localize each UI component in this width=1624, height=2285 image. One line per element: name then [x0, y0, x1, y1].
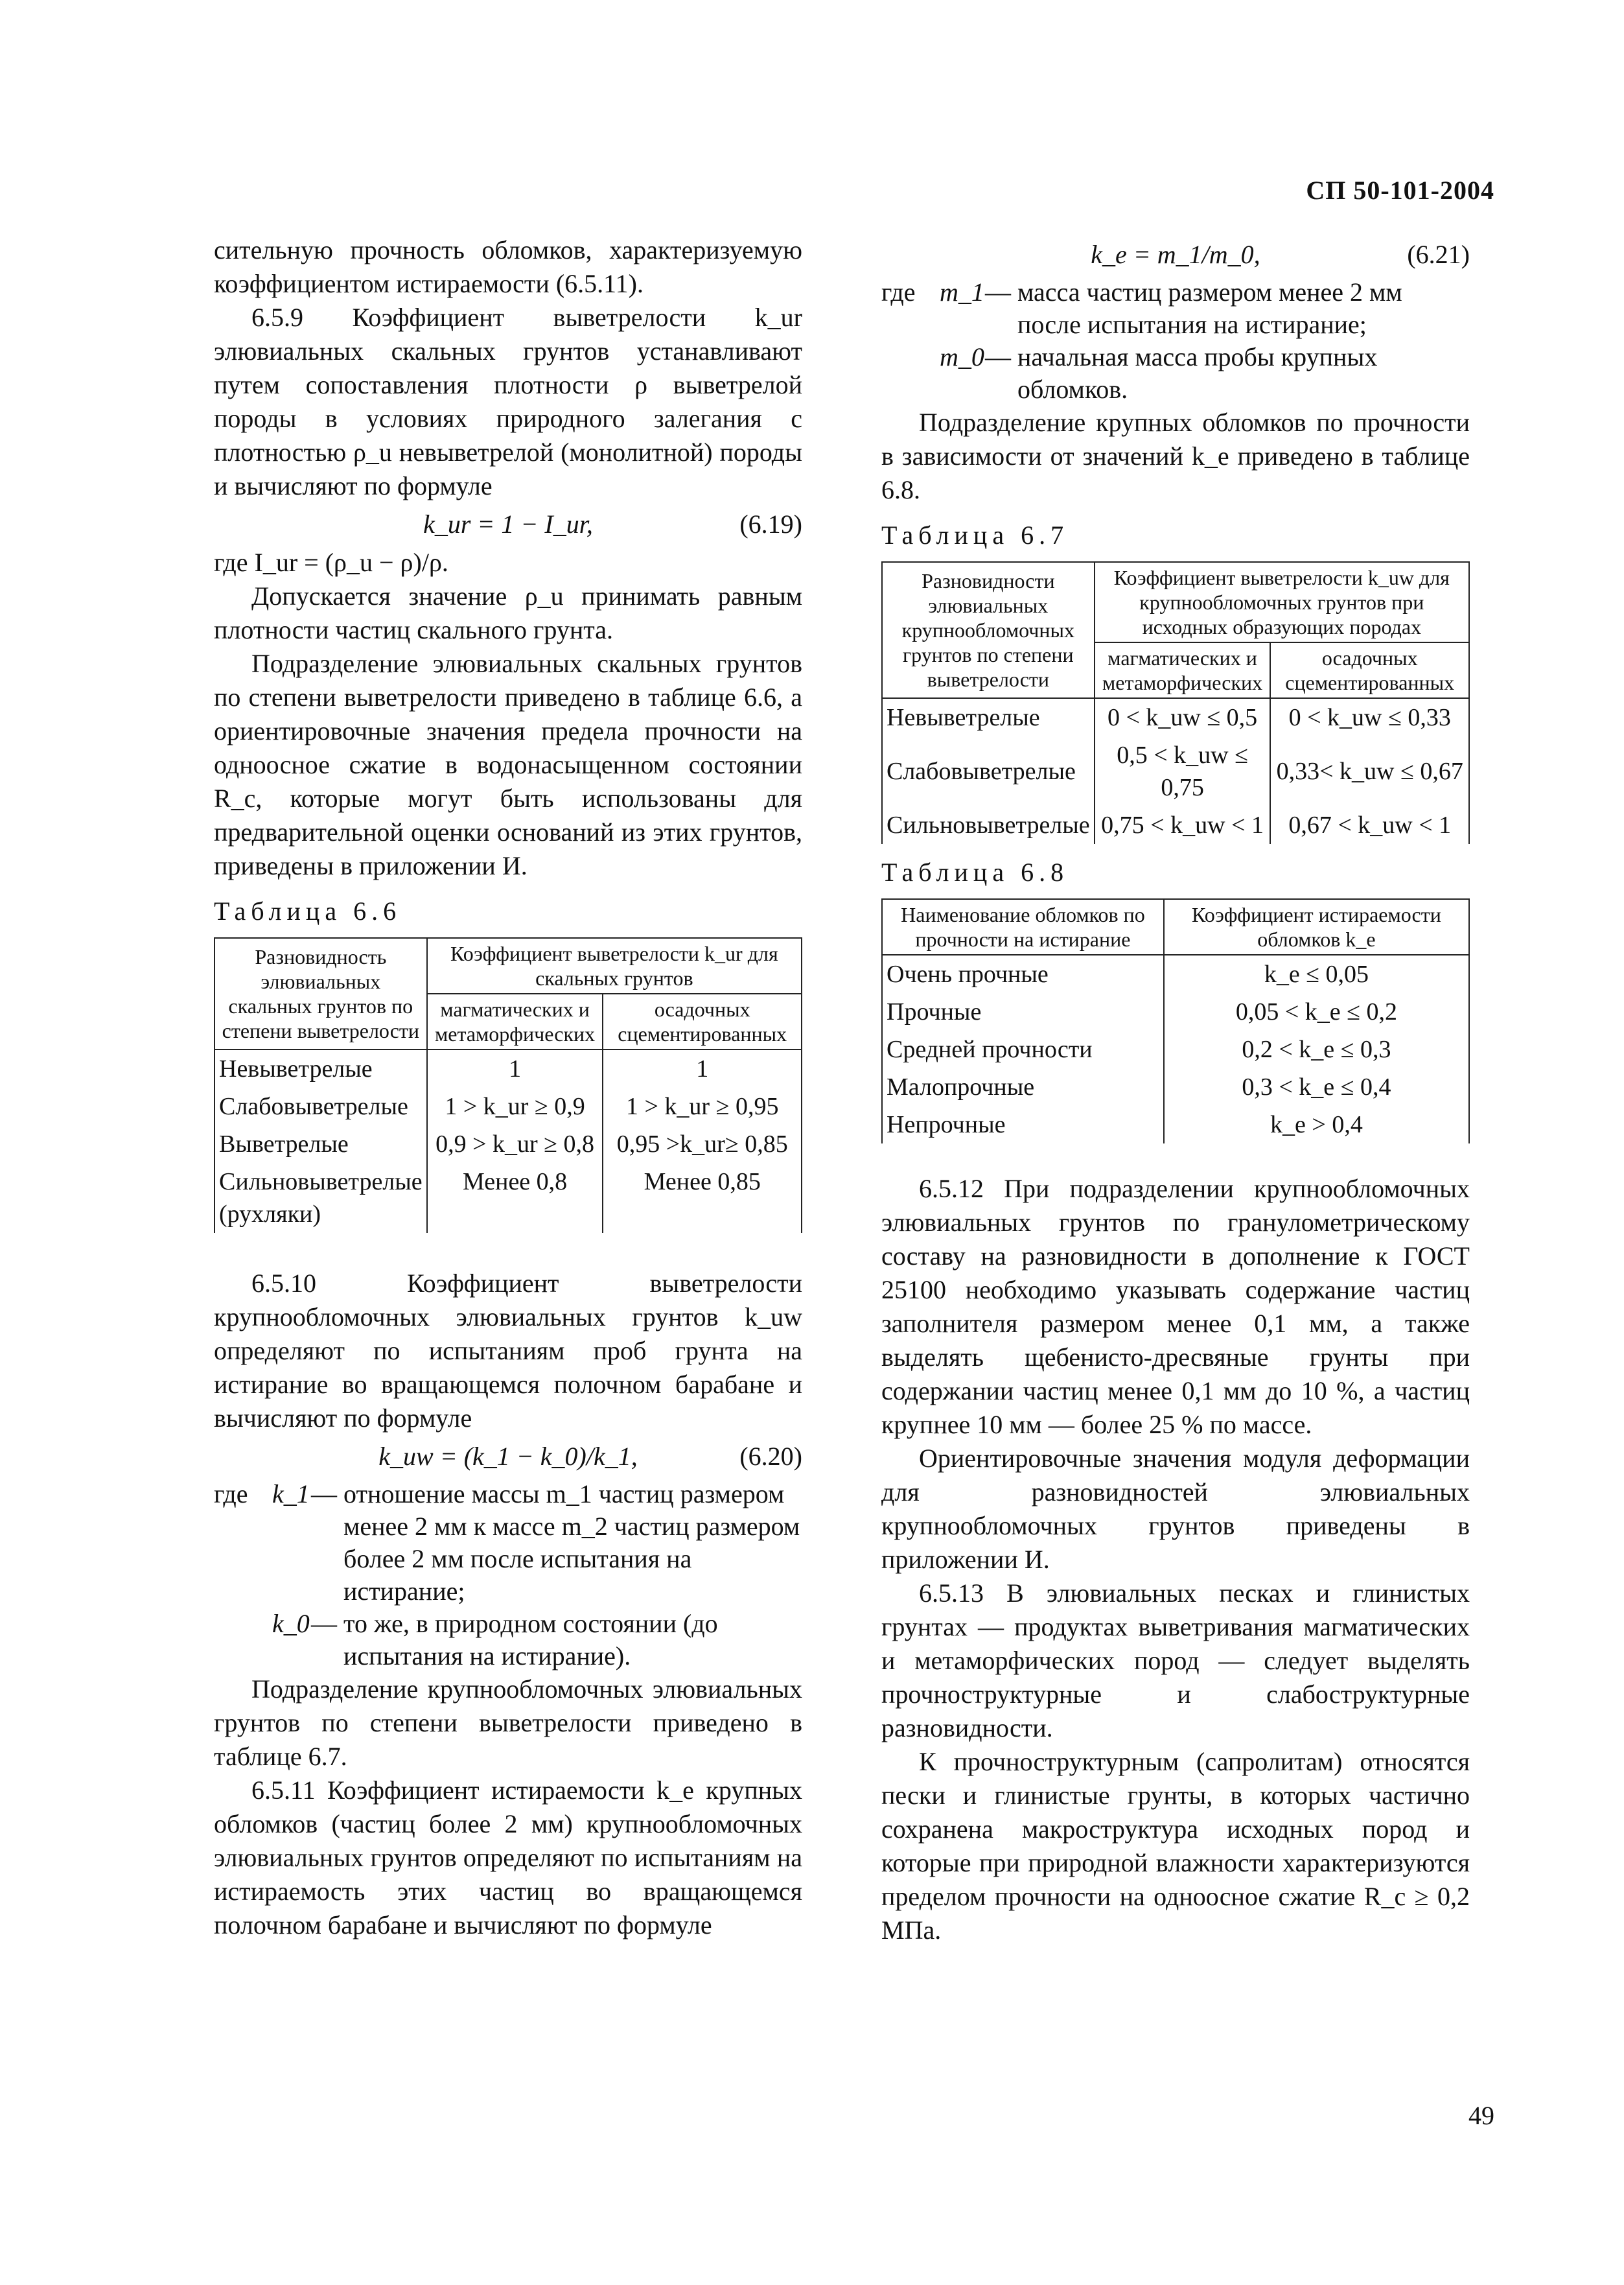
table-row [882, 1106, 1469, 1143]
definition-text: масса частиц размером менее 2 мм после испытания на истирание; [1017, 277, 1402, 339]
table-header-cell: магматических и метаморфических [1095, 642, 1271, 698]
table-6-6 [214, 937, 802, 1233]
table-row [882, 955, 1469, 993]
table-cell: 0,3 < k_e ≤ 0,4 [1164, 1068, 1469, 1106]
table-header-cell: Разновидности элювиальных крупнообломочных грунтов по степени выветрелости [882, 562, 1095, 698]
paragraph: К прочноструктурным (сапролитам) относятся пески и глинистые грунты, в которых частично сохранена макроструктура исходных пород и которые при природной влажности характеризуются пределом прочности на одноосное сжатие R_c ≥ 0,2 МПа. [881, 1747, 1470, 1945]
table-row [215, 1088, 802, 1125]
table-cell: Невыветрелые [215, 1049, 427, 1088]
paragraph-6-5-12: 6.5.12 При подразделении крупнообломочных элювиальных грунтов по гранулометрическому составу на разновидности в дополнение к ГОСТ 25100 необходимо указывать содержание частиц заполнителя размером менее 0,1 мм, а также выделять щебенисто-дресвяные грунты при содержании частиц менее 0,1 мм до 10 %, а частиц крупнее 10 мм — более 25 % по массе. [881, 1174, 1470, 1439]
paragraph: Подразделение крупных обломков по прочности в зависимости от значений k_e приведено в таблице 6.8. [881, 408, 1470, 504]
table-caption: Таблица 6.8 [881, 858, 1069, 887]
table-row [215, 1125, 802, 1163]
table-6-8 [881, 898, 1470, 1143]
formula-number: (6.20) [739, 1442, 802, 1471]
table-cell: 0,9 > k_ur ≥ 0,8 [427, 1125, 603, 1163]
formula-text: k_ur = 1 − I_ur, [423, 510, 593, 539]
table-header-cell: Разновидность элювиальных скальных грунтов по степени выветрелости [215, 938, 427, 1049]
table-cell: Выветрелые [215, 1125, 427, 1163]
table-caption: Таблица 6.6 [214, 896, 402, 926]
table-header-cell: осадочных сцементированных [1270, 642, 1469, 698]
table-cell: Невыветрелые [882, 698, 1095, 736]
paragraph-6-5-10: 6.5.10 Коэффициент выветрелости крупнообломочных элювиальных грунтов k_uw определяют по испытаниям проб грунта на истирание во вращающемся полочном барабане и вычисляют по формуле [214, 1269, 802, 1433]
formula-text: k_uw = (k_1 − k_0)/k_1, [378, 1442, 638, 1471]
formula-text: k_e = m_1/m_0, [1091, 240, 1260, 269]
table-row [882, 1068, 1469, 1106]
table-cell: k_e > 0,4 [1164, 1106, 1469, 1143]
formula-definitions: где m_1 — масса частиц размером менее 2 мм после испытания на истирание; m_0 — начальная масса пробы крупных обломков. [881, 276, 1470, 406]
definition-text: то же, в природном состоянии (до испытания на истирание). [343, 1609, 718, 1670]
table-caption: Таблица 6.7 [881, 521, 1069, 550]
table-cell: Менее 0,8 [427, 1163, 603, 1233]
table-row [215, 1049, 802, 1088]
page-number: 49 [1468, 2101, 1494, 2130]
definition-symbol: k_0 [272, 1609, 310, 1638]
table-cell: Сильновыветрелые [882, 806, 1095, 844]
formula-number: (6.19) [739, 510, 802, 539]
table-cell: Малопрочные [882, 1068, 1164, 1106]
definition-text: отношение массы m_1 частиц размером менее 2 мм к массе m_2 частиц размером более 2 мм после испытания на истирание; [343, 1479, 800, 1606]
paragraph: сительную прочность обломков, характеризуемую коэффициентом истираемости (6.5.11). [214, 235, 802, 298]
definition-text: начальная масса пробы крупных обломков. [1017, 342, 1378, 404]
table-cell: 0,75 < k_uw < 1 [1095, 806, 1271, 844]
definition-symbol: m_0 [940, 342, 984, 371]
table-cell: Менее 0,85 [603, 1163, 802, 1233]
table-cell: k_e ≤ 0,05 [1164, 955, 1469, 993]
formula-definitions: где k_1 — отношение массы m_1 частиц размером менее 2 мм к массе m_2 частиц размером более 2 мм после испытания на истирание; k_0 — то же, в природном состоянии (до испытания на истирание). [214, 1478, 802, 1672]
right-column [881, 233, 1470, 1947]
formula-6-19 [214, 503, 802, 546]
paragraph: Ориентировочные значения модуля деформации для разновидностей элювиальных крупнообломочных грунтов приведены в приложении И. [881, 1444, 1470, 1574]
document-code: СП 50-101-2004 [1306, 176, 1494, 205]
table-header-cell: магматических и метаморфических [427, 994, 603, 1049]
table-row [882, 1031, 1469, 1068]
table-row [882, 736, 1469, 806]
table-cell: 0,5 < k_uw ≤ 0,75 [1095, 736, 1271, 806]
table-cell: 0 < k_uw ≤ 0,33 [1270, 698, 1469, 736]
left-column [214, 233, 802, 1942]
table-row [882, 698, 1469, 736]
table-cell: 1 > k_ur ≥ 0,9 [427, 1088, 603, 1125]
table-cell: 1 [603, 1049, 802, 1088]
formula-definition: где I_ur = (ρ_u − ρ)/ρ. [214, 548, 448, 577]
table-cell: Очень прочные [882, 955, 1164, 993]
definition-where: где [881, 277, 916, 307]
table-cell: 1 > k_ur ≥ 0,95 [603, 1088, 802, 1125]
table-row [882, 993, 1469, 1031]
paragraph-6-5-11: 6.5.11 Коэффициент истираемости k_e крупных обломков (частиц более 2 мм) крупнообломочных элювиальных грунтов определяют по испытаниям на истираемость этих частиц во вращающемся полочном барабане и вычисляют по формуле [214, 1775, 802, 1939]
table-cell: Прочные [882, 993, 1164, 1031]
definition-where: где [214, 1479, 248, 1508]
table-row [882, 806, 1469, 844]
table-header-cell: Наименование обломков по прочности на истирание [882, 899, 1164, 955]
paragraph-6-5-9: 6.5.9 Коэффициент выветрелости k_ur элювиальных скальных грунтов устанавливают путем сопоставления плотности ρ выветрелой породы в условиях природного залегания с плотностью ρ_u невыветрелой (монолитной) породы и вычисляют по формуле [214, 303, 802, 500]
formula-6-21 [881, 233, 1470, 276]
table-header-cell: Коэффициент выветрелости k_uw для крупнообломочных грунтов при исходных образующих породах [1095, 562, 1469, 642]
paragraph: Допускается значение ρ_u принимать равным плотности частиц скального грунта. [214, 581, 802, 644]
table-header-cell: Коэффициент выветрелости k_ur для скальных грунтов [427, 938, 802, 994]
table-6-7 [881, 561, 1470, 844]
paragraph-6-5-13: 6.5.13 В элювиальных песках и глинистых грунтах — продуктах выветривания магматических и метаморфических пород — следует выделять прочноструктурные и слабоструктурные разновидности. [881, 1578, 1470, 1742]
table-cell: 0,33< k_uw ≤ 0,67 [1270, 736, 1469, 806]
table-cell: 0,95 >k_ur≥ 0,85 [603, 1125, 802, 1163]
table-cell: 0,05 < k_e ≤ 0,2 [1164, 993, 1469, 1031]
definition-symbol: m_1 [940, 277, 984, 307]
table-row [215, 1163, 802, 1233]
formula-number: (6.21) [1407, 240, 1470, 269]
table-cell: 1 [427, 1049, 603, 1088]
table-cell: Слабовыветрелые [215, 1088, 427, 1125]
table-cell: Непрочные [882, 1106, 1164, 1143]
paragraph: Подразделение крупнообломочных элювиальных грунтов по степени выветрелости приведено в таблице 6.7. [214, 1674, 802, 1771]
table-header-cell: Коэффициент истираемости обломков k_e [1164, 899, 1469, 955]
table-cell: Слабовыветрелые [882, 736, 1095, 806]
table-cell: 0,67 < k_uw < 1 [1270, 806, 1469, 844]
table-cell: Средней прочности [882, 1031, 1164, 1068]
formula-6-20 [214, 1435, 802, 1478]
definition-symbol: k_1 [272, 1479, 310, 1508]
table-header-cell: осадочных сцементированных [603, 994, 802, 1049]
paragraph: Подразделение элювиальных скальных грунтов по степени выветрелости приведено в таблице 6.6, а ориентировочные значения предела прочности на одноосное сжатие в водонасыщенном состоянии R_c, которые могут быть использованы для предварительной оценки оснований из этих грунтов, приведены в приложении И. [214, 649, 802, 880]
table-cell: 0,2 < k_e ≤ 0,3 [1164, 1031, 1469, 1068]
table-cell: 0 < k_uw ≤ 0,5 [1095, 698, 1271, 736]
table-cell: Сильновыветрелые (рухляки) [215, 1163, 427, 1233]
